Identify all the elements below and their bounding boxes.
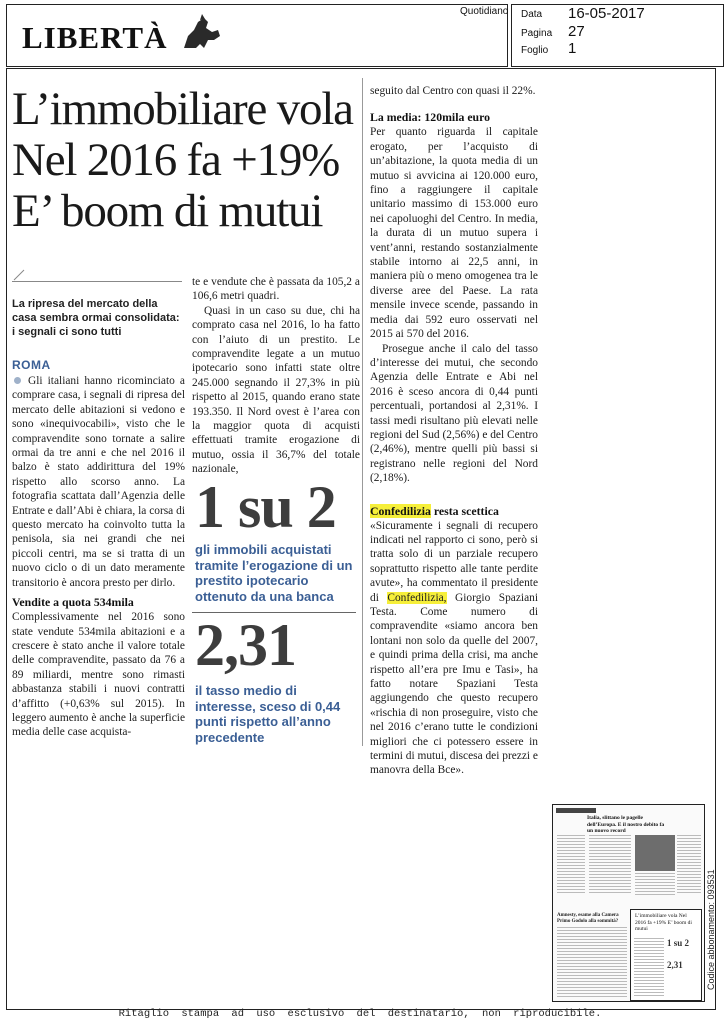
thumb-headline: Italia, slittano le pagelle dell’Europa. E il nostro debito fa un nuovo record	[587, 815, 665, 834]
thumb-photo	[635, 835, 675, 871]
col1-paragraph-2: Complessivamente nel 2016 sono state vendute 534mila abitazioni e a crescere è stato anche il valore totale delle compravendite, passato da 76 a 89 miliardi, mentre sono rimasti abbastanza stabili i nuovi contratti d’affitto (+0,63% sul 2015). In leggero aumento è anche la superficie media delle case acquista-	[12, 611, 185, 739]
headline-line-2: Nel 2016 fa +19%	[12, 134, 340, 186]
thumb-column	[589, 835, 631, 895]
horse-emblem-icon	[178, 14, 224, 54]
col3-paragraph-0: seguito dal Centro con quasi il 22%.	[370, 85, 536, 97]
meta-label-page: Pagina	[521, 28, 553, 39]
publication-type: Quotidiano	[460, 6, 509, 17]
logo: LIBERTÀ	[22, 20, 168, 55]
meta-value-sheet: 1	[568, 40, 577, 57]
headline-line-3: E’ boom di mutui	[12, 185, 323, 237]
page-thumbnail	[552, 804, 705, 1002]
headline	[12, 84, 357, 237]
thumb-figure-1: 1 su 2	[667, 938, 690, 948]
meta-value-page: 27	[568, 23, 585, 40]
factbox-1-text: gli immobili acquistati tramite l’erogazione di un prestito ipotecario ottenuto da una banca	[195, 542, 353, 604]
dateline: ROMA	[12, 358, 51, 372]
col3-subheading-2-rest: resta scettica	[430, 503, 499, 518]
headline-line-1: L’immobiliare vola	[12, 83, 353, 135]
thumb-column	[557, 927, 627, 997]
highlight-confedilizia: Confedilizia	[370, 503, 431, 518]
meta-value-date: 16-05-2017	[568, 5, 645, 22]
thumb-side-headline: Amnesty, esame alla Camera Primo Godolo alla sommità?	[557, 913, 619, 924]
col3-subheading-2	[370, 504, 538, 519]
column-2	[192, 275, 360, 477]
col1-paragraph-1: Gli italiani hanno ricominciato a comprare casa, i segnali di ripresa del mercato delle abitazioni si vedono e sono «inequivocabili», visto che le compravendite sono tornate a salire ormai da tre anni e che nel 2016 il balzo è stato addirittura del 19% rispetto allo scorso anno. La fotografia scattata dall’Agenzia delle Entrate e dall’Abi è chiara, la corsa di questo mercato ha coinvolto tutta la penisola, sia nei grandi che nei piccoli centri, ma se si tratta di un nuovo ciclo o di un dato meramente transitorio è ancora presto per dirlo.	[12, 375, 185, 589]
thumb-column	[557, 835, 585, 895]
meta-label-date: Data	[521, 9, 543, 20]
highlight-confedilizia-inline: Confedilizia,	[387, 591, 447, 604]
col3-p3-part-b: Giorgio Spaziani Testa. Come numero di compravendite «siamo ancora ben lontani non solo da quelle del 2007, e quindi prima della crisi, ma anche rispetto all’era pre Imu e Tasi», ha fatto notare Spaziani Testa aggiungendo che questo recupero «rischia di non proseguire, visto che nel 2016 c’erano tutte le condizioni migliori che ci potessero essere in termini di mutui, discesa dei prezzi e manovra della Bce».	[370, 591, 538, 777]
thumb-column	[677, 835, 701, 895]
col2-paragraph-1: te e vendute che è passata da 105,2 a 106,6 metri quadri.	[192, 276, 360, 303]
thumb-column	[634, 938, 664, 996]
column-1	[12, 374, 185, 740]
col3-paragraph-1: Per quanto riguarda il capitale erogato, per l’acquisto di un’abitazione, la quota media di un mutuo si avvicina ai 120.000 euro, fino a raggiungere il capitale unitario massimo di 153.000 euro nei capoluoghi del Centro. In media, la durata di un mutuo supera i vent’anni, restando sostanzialmente stabile intorno ai 22,5 anni, in maniera più o meno omogenea tra le diverse aree del Paese. La rata mensile invece scende, passando in media dai 592 euro osservati nel 2015 ai 570 del 2016.	[370, 126, 538, 341]
meta-label-sheet: Foglio	[521, 45, 549, 56]
col3-p3-part-a: «Sicuramente i segnali di recupero indicati nel rapporto ci sono, però si tratta solo di un parziale recupero soprattutto rispetto alle tante perdite avute», ha commentato il presidente di	[370, 519, 538, 604]
footer-note: Ritaglio stampa ad uso esclusivo del destinatario, non riproducibile.	[118, 1008, 602, 1020]
thumb-column	[635, 873, 675, 895]
column-divider	[362, 78, 363, 746]
col3-paragraph-2: Prosegue anche il calo del tasso d’interesse dei mutui, che secondo Agenzia delle Entrate e Abi nel 2016 è sceso ancora di 0,44 punti percentuali, portandosi al 2,31%. I tassi medi risultano più elevati nelle regioni del Sud (2,56%) e del Centro (2,46%), mentre quelli più bassi si registrano nelle regioni del Nord (2,18%).	[370, 342, 538, 485]
thumb-figure-2: 2,31	[667, 960, 683, 970]
subscription-code: Codice abbonamento: 093531	[706, 869, 716, 990]
thumb-article-box	[630, 909, 702, 1001]
thumb-article-headline: L’immobiliare vola Nel 2016 fa +19% E’ boom di mutui	[635, 913, 692, 932]
slash-ornament-icon	[12, 268, 36, 282]
factbox-2-figure: 2,31	[195, 612, 296, 678]
col3-subheading-1: La media: 120mila euro	[370, 110, 491, 125]
col3-paragraph-3	[370, 519, 538, 778]
subtitle: La ripresa del mercato della casa sembra ormai consolidata: i segnali ci sono tutti	[12, 298, 180, 338]
col1-subheading: Vendite a quota 534mila	[12, 595, 134, 610]
subtitle-rule	[12, 281, 182, 282]
col2-paragraph-2: Quasi in un caso su due, chi ha comprato casa nel 2016, lo ha fatto con l’aiuto di un prestito. Le compravendite legate a un mutuo ipotecario sono infatti state oltre 245.000 segnando il 27,3% in più rispetto al 2015, quando erano state 193.350. Il Nord ovest è l’area con la maggior quota di acquisti effettuati tramite erogazione di mutuo, ossia il 36,7% del totale nazionale,	[192, 304, 360, 476]
factbox-2-text: il tasso medio di interesse, sceso di 0,44 punti rispetto all’anno precedente	[195, 683, 341, 745]
column-3	[370, 84, 538, 778]
factbox-1-figure: 1 su 2	[195, 474, 336, 540]
thumb-masthead	[556, 808, 596, 813]
